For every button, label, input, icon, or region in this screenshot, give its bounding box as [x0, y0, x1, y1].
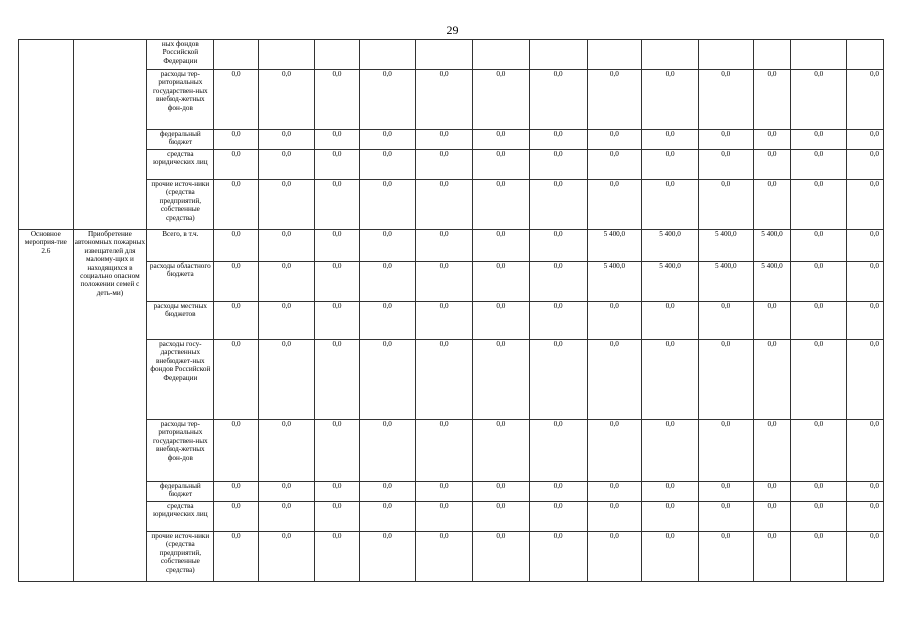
value-cell: 0,0 [214, 532, 258, 582]
value-cell: 0,0 [587, 340, 642, 420]
value-cell: 0,0 [473, 150, 530, 180]
value-cell: 0,0 [847, 302, 884, 340]
value-cell: 0,0 [753, 532, 791, 582]
value-cell: 0,0 [753, 150, 791, 180]
value-cell: 0,0 [529, 502, 587, 532]
source-label: средства юридических лиц [147, 150, 214, 180]
value-cell: 0,0 [359, 230, 416, 262]
value-cell: 0,0 [529, 180, 587, 230]
value-cell: 0,0 [416, 420, 473, 482]
value-cell: 0,0 [473, 420, 530, 482]
value-cell: 0,0 [847, 130, 884, 150]
value-cell: 0,0 [258, 230, 315, 262]
table-row [19, 420, 884, 482]
value-cell: 0,0 [473, 482, 530, 502]
value-cell: 0,0 [698, 420, 753, 482]
source-label: федеральный бюджет [147, 130, 214, 150]
value-cell: 0,0 [214, 150, 258, 180]
value-cell: 0,0 [587, 70, 642, 130]
source-label: прочие источ-ники (средства предприятий, собственные средства) [147, 180, 214, 230]
value-cell [587, 40, 642, 70]
value-cell: 0,0 [473, 230, 530, 262]
value-cell: 0,0 [753, 502, 791, 532]
value-cell: 0,0 [642, 130, 699, 150]
table-row [19, 302, 884, 340]
value-cell: 0,0 [642, 70, 699, 130]
value-cell: 0,0 [529, 340, 587, 420]
value-cell: 0,0 [359, 130, 416, 150]
value-cell: 0,0 [587, 180, 642, 230]
value-cell: 0,0 [473, 70, 530, 130]
value-cell: 5 400,0 [753, 262, 791, 302]
value-cell: 5 400,0 [587, 262, 642, 302]
table-row [19, 340, 884, 420]
value-cell: 0,0 [847, 262, 884, 302]
value-cell: 0,0 [258, 420, 315, 482]
value-cell: 0,0 [753, 70, 791, 130]
source-label: ных фондов Российской Федерации [147, 40, 214, 70]
value-cell: 0,0 [416, 230, 473, 262]
value-cell [258, 40, 315, 70]
value-cell: 0,0 [315, 302, 359, 340]
value-cell: 0,0 [258, 180, 315, 230]
value-cell: 0,0 [753, 340, 791, 420]
value-cell: 0,0 [359, 502, 416, 532]
value-cell: 0,0 [416, 130, 473, 150]
table-row [19, 502, 884, 532]
value-cell: 0,0 [587, 482, 642, 502]
value-cell: 0,0 [529, 150, 587, 180]
value-cell: 0,0 [315, 262, 359, 302]
table-row [19, 40, 884, 70]
value-cell [847, 40, 884, 70]
value-cell: 5 400,0 [642, 230, 699, 262]
value-cell: 0,0 [791, 302, 847, 340]
value-cell: 0,0 [258, 70, 315, 130]
value-cell: 0,0 [473, 302, 530, 340]
value-cell: 0,0 [791, 262, 847, 302]
value-cell: 0,0 [529, 532, 587, 582]
value-cell: 0,0 [698, 130, 753, 150]
value-cell: 0,0 [791, 532, 847, 582]
value-cell: 0,0 [214, 230, 258, 262]
value-cell: 5 400,0 [698, 262, 753, 302]
value-cell: 0,0 [529, 262, 587, 302]
value-cell: 0,0 [847, 502, 884, 532]
value-cell: 0,0 [753, 420, 791, 482]
table-row [19, 230, 884, 262]
value-cell: 0,0 [847, 230, 884, 262]
value-cell: 0,0 [642, 420, 699, 482]
value-cell: 0,0 [315, 130, 359, 150]
value-cell: 0,0 [529, 130, 587, 150]
value-cell: 5 400,0 [587, 230, 642, 262]
value-cell: 0,0 [753, 302, 791, 340]
source-label: расходы местных бюджетов [147, 302, 214, 340]
value-cell: 0,0 [698, 532, 753, 582]
value-cell: 0,0 [416, 340, 473, 420]
value-cell: 0,0 [587, 150, 642, 180]
table-row [19, 532, 884, 582]
source-label: расходы тер-риториальных государствен-ных внебюд-жетных фон-дов [147, 420, 214, 482]
value-cell: 0,0 [642, 150, 699, 180]
value-cell: 0,0 [529, 230, 587, 262]
value-cell: 0,0 [642, 532, 699, 582]
value-cell: 0,0 [258, 302, 315, 340]
value-cell: 0,0 [847, 70, 884, 130]
value-cell: 5 400,0 [642, 262, 699, 302]
value-cell [416, 40, 473, 70]
value-cell: 0,0 [473, 340, 530, 420]
value-cell: 0,0 [315, 150, 359, 180]
value-cell: 0,0 [359, 70, 416, 130]
value-cell: 0,0 [258, 482, 315, 502]
value-cell: 0,0 [214, 502, 258, 532]
value-cell: 0,0 [791, 420, 847, 482]
value-cell [642, 40, 699, 70]
value-cell: 0,0 [315, 230, 359, 262]
value-cell: 5 400,0 [753, 230, 791, 262]
value-cell: 0,0 [359, 302, 416, 340]
value-cell: 0,0 [847, 150, 884, 180]
value-cell: 0,0 [416, 302, 473, 340]
value-cell [529, 40, 587, 70]
value-cell: 0,0 [698, 70, 753, 130]
value-cell: 0,0 [258, 532, 315, 582]
value-cell: 0,0 [359, 150, 416, 180]
value-cell: 0,0 [214, 70, 258, 130]
value-cell: 0,0 [214, 340, 258, 420]
value-cell: 0,0 [359, 180, 416, 230]
value-cell: 0,0 [359, 420, 416, 482]
value-cell: 0,0 [258, 130, 315, 150]
value-cell [315, 40, 359, 70]
value-cell: 0,0 [315, 420, 359, 482]
value-cell: 0,0 [258, 150, 315, 180]
value-cell: 0,0 [698, 340, 753, 420]
value-cell: 0,0 [529, 302, 587, 340]
table-row [19, 262, 884, 302]
source-label: средства юридических лиц [147, 502, 214, 532]
value-cell: 0,0 [642, 502, 699, 532]
value-cell: 0,0 [258, 502, 315, 532]
value-cell: 0,0 [214, 130, 258, 150]
value-cell: 0,0 [416, 262, 473, 302]
value-cell: 0,0 [315, 532, 359, 582]
value-cell: 0,0 [359, 340, 416, 420]
table-row [19, 482, 884, 502]
value-cell: 0,0 [214, 420, 258, 482]
value-cell: 0,0 [698, 482, 753, 502]
value-cell: 0,0 [473, 532, 530, 582]
value-cell: 0,0 [642, 302, 699, 340]
value-cell: 0,0 [315, 340, 359, 420]
value-cell: 0,0 [416, 70, 473, 130]
value-cell: 0,0 [698, 180, 753, 230]
value-cell: 0,0 [416, 502, 473, 532]
value-cell: 0,0 [791, 230, 847, 262]
value-cell: 0,0 [416, 180, 473, 230]
value-cell: 0,0 [315, 482, 359, 502]
value-cell: 0,0 [529, 482, 587, 502]
value-cell: 0,0 [214, 180, 258, 230]
value-cell: 0,0 [315, 180, 359, 230]
value-cell [473, 40, 530, 70]
value-cell: 0,0 [473, 130, 530, 150]
value-cell: 0,0 [642, 482, 699, 502]
value-cell: 0,0 [473, 262, 530, 302]
table-row [19, 130, 884, 150]
value-cell [753, 40, 791, 70]
value-cell: 0,0 [315, 502, 359, 532]
value-cell: 0,0 [587, 130, 642, 150]
value-cell: 0,0 [791, 482, 847, 502]
source-label: расходы госу-дарственных внебюджет-ных фондов Российской Федерации [147, 340, 214, 420]
value-cell: 0,0 [214, 302, 258, 340]
value-cell: 0,0 [587, 420, 642, 482]
value-cell: 0,0 [529, 70, 587, 130]
source-label: Всего, в т.ч. [147, 230, 214, 262]
value-cell: 0,0 [847, 180, 884, 230]
value-cell: 0,0 [753, 180, 791, 230]
value-cell: 0,0 [587, 502, 642, 532]
value-cell: 0,0 [359, 262, 416, 302]
value-cell: 0,0 [753, 482, 791, 502]
page-number: 29 [446, 23, 459, 37]
value-cell: 0,0 [315, 70, 359, 130]
value-cell: 0,0 [587, 302, 642, 340]
source-label: расходы тер-риториальных государствен-ных внебюд-жетных фон-дов [147, 70, 214, 130]
value-cell [214, 40, 258, 70]
measure-cell: Основное мероприя-тие 2.6 [19, 230, 74, 582]
value-cell: 0,0 [791, 70, 847, 130]
value-cell: 0,0 [847, 532, 884, 582]
value-cell: 0,0 [642, 340, 699, 420]
source-label: расходы областного бюджета [147, 262, 214, 302]
value-cell: 0,0 [698, 150, 753, 180]
value-cell: 0,0 [847, 420, 884, 482]
measure-cell [19, 40, 74, 230]
budget-table [18, 39, 884, 582]
value-cell: 0,0 [847, 482, 884, 502]
value-cell: 0,0 [698, 302, 753, 340]
value-cell: 0,0 [847, 340, 884, 420]
value-cell: 0,0 [359, 482, 416, 502]
value-cell: 0,0 [258, 340, 315, 420]
description-cell [73, 40, 147, 230]
value-cell: 0,0 [214, 482, 258, 502]
value-cell: 0,0 [587, 532, 642, 582]
value-cell: 5 400,0 [698, 230, 753, 262]
value-cell: 0,0 [529, 420, 587, 482]
value-cell: 0,0 [258, 262, 315, 302]
table-row [19, 70, 884, 130]
table-row [19, 150, 884, 180]
table-row [19, 180, 884, 230]
value-cell: 0,0 [214, 262, 258, 302]
value-cell: 0,0 [416, 482, 473, 502]
source-label: прочие источ-ники (средства предприятий, собственные средства) [147, 532, 214, 582]
value-cell: 0,0 [791, 180, 847, 230]
value-cell: 0,0 [791, 150, 847, 180]
value-cell: 0,0 [359, 532, 416, 582]
value-cell: 0,0 [416, 150, 473, 180]
source-label: федеральный бюджет [147, 482, 214, 502]
value-cell [791, 40, 847, 70]
value-cell: 0,0 [698, 502, 753, 532]
value-cell: 0,0 [791, 340, 847, 420]
value-cell: 0,0 [473, 180, 530, 230]
value-cell: 0,0 [791, 130, 847, 150]
value-cell: 0,0 [473, 502, 530, 532]
description-cell: Приобретение автономных пожарных извещателей для малоиму-щих и находящихся в социально опасном положении семей с деть-ми) [73, 230, 147, 582]
value-cell [698, 40, 753, 70]
value-cell [359, 40, 416, 70]
value-cell: 0,0 [791, 502, 847, 532]
value-cell: 0,0 [642, 180, 699, 230]
value-cell: 0,0 [416, 532, 473, 582]
value-cell: 0,0 [753, 130, 791, 150]
